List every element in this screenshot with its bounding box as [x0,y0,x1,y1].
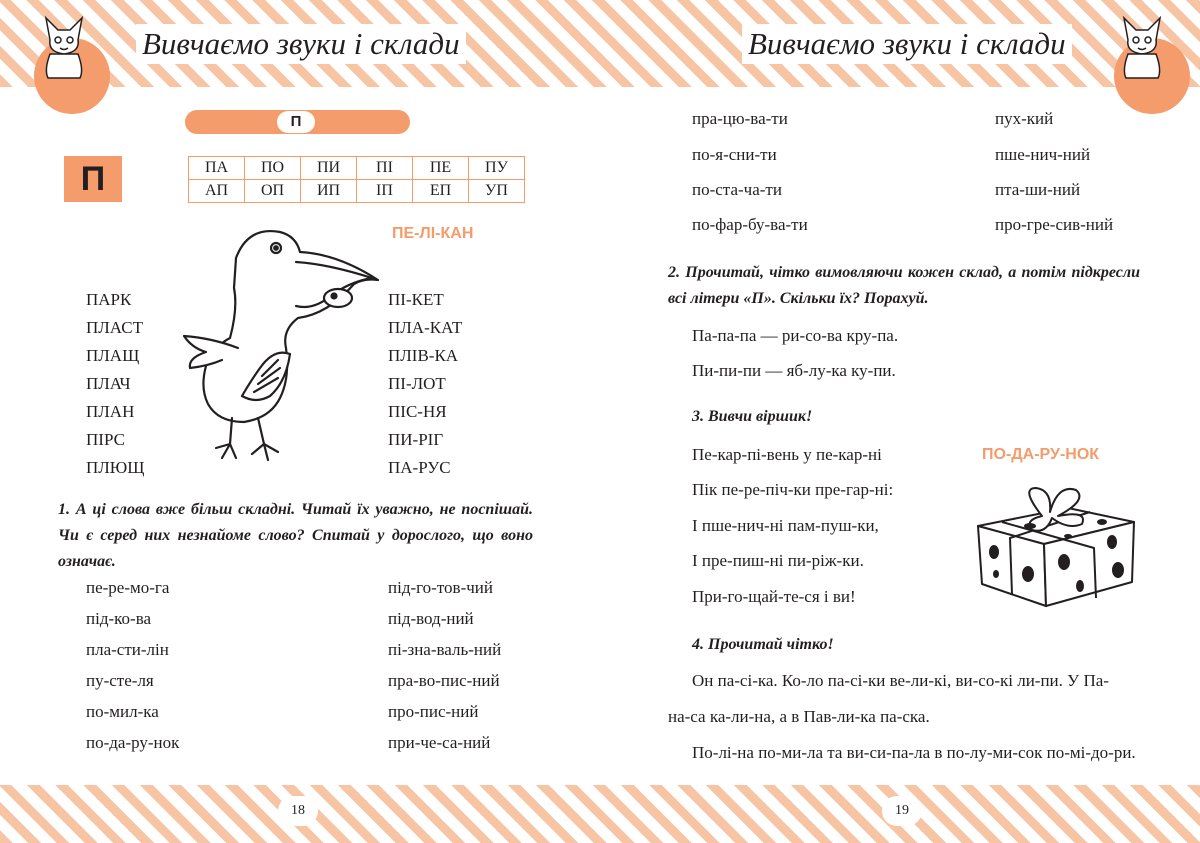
text-line: на-са ка-ли-на, а в Пав-ли-ка па-ска. [668,707,930,726]
text-line: Пи-пи-пи — яб-лу-ка ку-пи. [692,361,896,380]
list-item: ПЛІВ-КА [388,346,459,365]
table-cell: ЕП [413,180,469,203]
list-item: ПАРК [86,290,132,309]
poem-line: І пше-нич-ні пам-пуш-ки, [692,516,879,535]
syllable-table [188,156,525,203]
list-item: під-го-тов-чий [388,578,493,597]
list-item: ПИ-РІГ [388,430,444,449]
table-cell: ПА [189,157,245,180]
list-item: пра-цю-ва-ти [692,109,788,128]
list-item: ПІ-КЕТ [388,290,444,309]
task-1-instruction: 1. А ці слова вже більш складні. Читай їх уважно, не поспішай. Чи є серед них незнайоме слово? Спитай у дорослого, що воно означає. [58,501,533,570]
cat-icon [36,10,92,80]
list-item: пра-во-пис-ний [388,671,500,690]
table-cell: ОП [245,180,301,203]
task-4-instruction: 4. Прочитай чітко! [692,636,834,653]
letter-tab-label: П [277,111,315,133]
list-item: по-мил-ка [86,702,159,721]
list-item: пта-ши-ний [995,180,1081,199]
list-item: по-фар-бу-ва-ти [692,215,808,234]
table-row [189,180,525,203]
list-item: про-пис-ний [388,702,479,721]
right-page-number: 19 [882,796,922,826]
picture-label-gift: ПО-ДА-РУ-НОК [982,446,1100,463]
table-cell: ПО [245,157,301,180]
left-header-title: Вивчаємо звуки і склади [136,24,466,64]
list-item: ПЛАЩ [86,346,140,365]
list-item: ПА-РУС [388,458,451,477]
list-item: по-да-ру-нок [86,733,180,752]
list-item: по-ста-ча-ти [692,180,782,199]
list-item: ПІ-ЛОТ [388,374,446,393]
list-item: пе-ре-мо-га [86,578,170,597]
list-item: про-гре-сив-ний [995,215,1114,234]
list-item: під-ко-ва [86,609,152,628]
list-item: ПЛА-КАТ [388,318,463,337]
list-item: по-я-сни-ти [692,145,777,164]
poem-line: При-го-щай-те-ся і ви! [692,587,856,606]
list-item: ПІРС [86,430,125,449]
table-cell: ПЕ [413,157,469,180]
list-item: під-вод-ний [388,609,474,628]
gift-illustration [972,482,1138,610]
text-line: По-лі-на по-ми-ла та ви-си-па-ла в по-лу-ми-сок по-мі-до-ри. [692,743,1136,762]
table-cell: ПІ [357,157,413,180]
list-item: ПЛАСТ [86,318,143,337]
table-cell: ІП [357,180,413,203]
list-item: ПЛАН [86,402,135,421]
list-item: при-че-са-ний [388,733,491,752]
big-letter: П [64,156,122,202]
poem-line: Пе-кар-пі-вень у пе-кар-ні [692,445,882,464]
text-line: Па-па-па — ри-со-ва кру-па. [692,326,899,345]
list-item: пі-зна-валь-ний [388,640,502,659]
table-cell: АП [189,180,245,203]
list-item: пух-кий [995,109,1054,128]
pelican-illustration [178,218,383,463]
task-2-instruction: 2. Прочитай, чітко вимовляючи кожен склад, а потім підкресли всі літери «П». Скільки їх? Порахуй. [668,264,1140,307]
table-cell: ПУ [469,157,525,180]
table-cell: ПИ [301,157,357,180]
poem-line: І пре-пиш-ні пи-ріж-ки. [692,551,864,570]
picture-label-pelican: ПЕ-ЛІ-КАН [392,225,474,242]
left-page-number: 18 [278,796,318,826]
task-3-instruction: 3. Вивчи віршик! [692,408,813,425]
table-cell: УП [469,180,525,203]
list-item: ПЛЮЩ [86,458,145,477]
text-line: Он па-сі-ка. Ко-ло па-сі-ки ве-ли-кі, ви-со-кі ли-пи. У Па- [692,671,1109,690]
cat-icon [1114,10,1170,80]
list-item: пла-сти-лін [86,640,169,659]
poem-line: Пік пе-ре-піч-ки пре-гар-ні: [692,480,894,499]
list-item: пу-сте-ля [86,671,154,690]
list-item: ПІС-НЯ [388,402,447,421]
right-header-title: Вивчаємо звуки і склади [742,24,1072,64]
list-item: пше-нич-ний [995,145,1091,164]
list-item: ПЛАЧ [86,374,131,393]
bottom-stripe-band [0,785,1200,843]
table-cell: ИП [301,180,357,203]
table-row [189,157,525,180]
